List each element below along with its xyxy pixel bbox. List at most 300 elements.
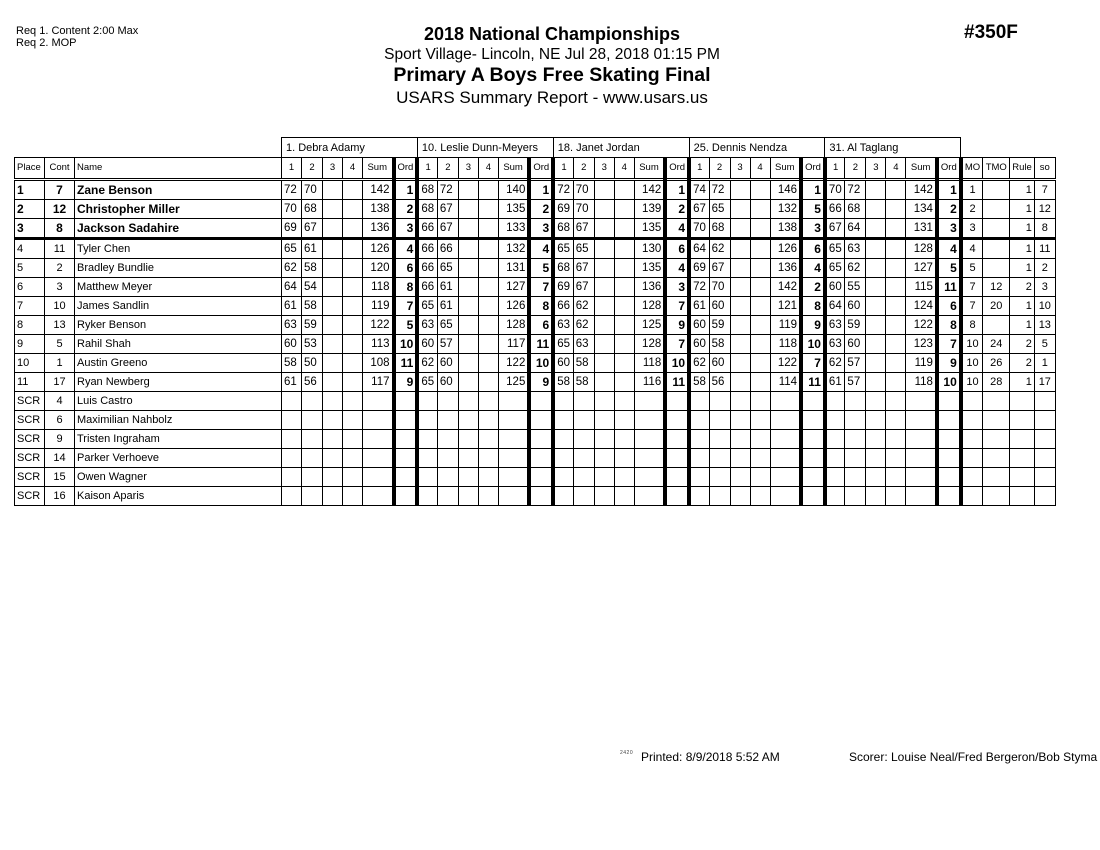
tmo-cell: 24 [983,335,1010,354]
judge-2-sum: 135 [498,200,529,219]
judge-4-sum: 119 [770,316,801,335]
judge-5-score-1: 67 [825,219,845,239]
skater-name: Luis Castro [75,392,282,411]
judge-3-score-2: 63 [573,335,594,354]
rule-cell [1010,411,1035,430]
judge-2-score-2 [437,392,458,411]
judge-5-score-2 [845,487,866,506]
rule-cell: 1 [1010,200,1035,219]
judge-3-sum [634,430,665,449]
mo-cell [961,392,983,411]
mo-cell [961,487,983,506]
judge-5-ordinal: 10 [937,373,961,392]
judge-3-sum: 125 [634,316,665,335]
judge-3-score-3 [594,335,614,354]
place-cell: SCR [15,468,45,487]
judge-2-score-1: 63 [417,316,437,335]
judge-3-score-2: 62 [573,297,594,316]
judge-2-ordinal [529,430,553,449]
judge-5-sum: 128 [906,239,937,259]
column-header-cont: Cont [45,158,75,180]
judge-4-score-1: 70 [689,219,709,239]
judge-2-score-4 [478,487,498,506]
judge-2-score-2: 60 [437,354,458,373]
judge-2-score-2: 72 [437,180,458,200]
judge-4-score-1: 67 [689,200,709,219]
judge-3-score-2 [573,468,594,487]
judge-3-score-3 [594,316,614,335]
judge-5-score-2: 60 [845,297,866,316]
judge-4-ordinal [801,430,825,449]
judge-2-ordinal: 11 [529,335,553,354]
judge-5-ordinal: 5 [937,259,961,278]
judge-1-score-4 [343,392,363,411]
judge-2-score-2: 61 [437,297,458,316]
judge-5-score-4 [886,487,906,506]
judge-3-score-2: 65 [573,239,594,259]
column-header-judge-2-1: 1 [417,158,437,180]
judge-2-score-4 [478,335,498,354]
requirements [16,25,138,49]
judge-2-score-1: 68 [417,200,437,219]
requirement-2: Req 2. MOP [16,37,77,49]
judge-2-score-1: 66 [417,278,437,297]
judge-4-score-4 [750,392,770,411]
tmo-cell [983,411,1010,430]
judge-5-score-2 [845,430,866,449]
judge-4-score-3 [730,354,750,373]
judge-5-name: 31. Al Taglang [825,138,961,158]
judge-3-score-3 [594,180,614,200]
judge-1-ordinal: 1 [394,180,418,200]
report-subtitle: USARS Summary Report - www.usars.us [396,88,708,107]
judge-5-sum [906,411,937,430]
judge-1-score-1: 72 [282,180,302,200]
judge-2-sum [498,487,529,506]
judge-1-ordinal: 3 [394,219,418,239]
judge-3-score-3 [594,392,614,411]
judge-3-score-1 [553,411,573,430]
judge-2-score-4 [478,239,498,259]
cont-cell: 11 [45,239,75,259]
judge-3-score-3 [594,219,614,239]
judge-1-score-4 [343,297,363,316]
judge-5-score-3 [866,278,886,297]
judge-1-score-4 [343,430,363,449]
judge-4-score-3 [730,335,750,354]
judge-3-ordinal: 10 [665,354,689,373]
judge-3-score-3 [594,430,614,449]
skater-name: Zane Benson [75,180,282,200]
judge-1-score-3 [323,468,343,487]
judge-4-score-3 [730,278,750,297]
judge-2-score-3 [458,449,478,468]
judge-5-score-1 [825,487,845,506]
skater-name: Matthew Meyer [75,278,282,297]
judge-5-score-4 [886,335,906,354]
judge-5-score-2: 62 [845,259,866,278]
judge-5-score-1 [825,468,845,487]
judge-5-ordinal: 7 [937,335,961,354]
judge-5-score-4 [886,297,906,316]
skater-row [15,430,1056,449]
judge-1-score-2 [302,487,323,506]
judge-5-score-1: 65 [825,239,845,259]
judge-5-score-4 [886,411,906,430]
judge-3-sum: 128 [634,335,665,354]
judge-5-sum: 123 [906,335,937,354]
judge-3-sum [634,468,665,487]
judge-4-ordinal: 1 [801,180,825,200]
column-header-judge-2-sum: Sum [498,158,529,180]
column-header-tmo: TMO [983,158,1010,180]
judge-1-score-3 [323,278,343,297]
judge-2-sum [498,411,529,430]
judge-4-sum [770,449,801,468]
skater-row [15,392,1056,411]
judge-5-score-2: 63 [845,239,866,259]
judge-5-ordinal [937,487,961,506]
judge-1-score-4 [343,449,363,468]
skater-name: Ryker Benson [75,316,282,335]
judge-5-score-4 [886,373,906,392]
judge-4-score-2: 60 [709,297,730,316]
judge-3-score-2: 70 [573,200,594,219]
judge-3-score-4 [614,200,634,219]
judge-3-sum [634,411,665,430]
judge-2-score-2: 57 [437,335,458,354]
judge-5-score-1 [825,449,845,468]
judge-5-score-2 [845,392,866,411]
judge-1-score-2: 50 [302,354,323,373]
tmo-cell [983,430,1010,449]
rule-cell: 1 [1010,259,1035,278]
judge-4-score-2 [709,430,730,449]
place-cell: SCR [15,430,45,449]
judge-4-score-4 [750,297,770,316]
place-cell: 1 [15,180,45,200]
judge-3-score-4 [614,297,634,316]
mo-cell: 3 [961,219,983,239]
skater-name: Tristen Ingraham [75,430,282,449]
judge-1-score-2 [302,411,323,430]
column-header-judge-5-2: 2 [845,158,866,180]
judge-2-score-3 [458,373,478,392]
place-cell: 6 [15,278,45,297]
judge-3-score-2 [573,430,594,449]
judge-1-sum: 118 [363,278,394,297]
footer-code: 2420 [620,750,634,756]
judge-3-score-1 [553,449,573,468]
cont-cell: 1 [45,354,75,373]
judge-1-score-1 [282,487,302,506]
so-cell: 3 [1034,278,1055,297]
judge-2-score-2: 65 [437,259,458,278]
judge-2-score-4 [478,468,498,487]
judge-1-ordinal [394,468,418,487]
judge-3-score-2: 67 [573,278,594,297]
skater-row [15,259,1056,278]
skater-row [15,487,1056,506]
judge-3-score-4 [614,411,634,430]
so-cell [1034,449,1055,468]
judge-4-score-2: 59 [709,316,730,335]
cont-cell: 9 [45,430,75,449]
judge-3-ordinal: 2 [665,200,689,219]
judge-5-ordinal [937,430,961,449]
judge-4-ordinal: 4 [801,259,825,278]
venue-datetime: Sport Village- Lincoln, NE Jul 28, 2018 01:15 PM [384,46,720,63]
judge-3-score-2: 58 [573,354,594,373]
skater-row [15,468,1056,487]
judge-1-score-4 [343,335,363,354]
so-cell: 13 [1034,316,1055,335]
cont-cell: 7 [45,180,75,200]
judge-5-score-2: 68 [845,200,866,219]
judge-5-ordinal: 11 [937,278,961,297]
judge-2-ordinal: 9 [529,373,553,392]
judge-3-score-3 [594,354,614,373]
rule-cell [1010,392,1035,411]
tmo-cell: 28 [983,373,1010,392]
judge-2-score-2: 65 [437,316,458,335]
judge-4-score-4 [750,316,770,335]
rule-cell: 2 [1010,278,1035,297]
judge-3-score-1 [553,468,573,487]
skater-row [15,354,1056,373]
column-header-name: Name [75,158,282,180]
judge-3-score-1 [553,430,573,449]
judge-2-ordinal: 5 [529,259,553,278]
judge-3-ordinal: 3 [665,278,689,297]
judge-3-score-4 [614,239,634,259]
judge-3-score-2: 58 [573,373,594,392]
judge-4-score-3 [730,392,750,411]
judge-1-sum [363,468,394,487]
judge-5-score-2: 55 [845,278,866,297]
column-header-judge-4-sum: Sum [770,158,801,180]
judge-2-name: 10. Leslie Dunn-Meyers [417,138,553,158]
mo-cell: 1 [961,180,983,200]
judge-2-ordinal: 8 [529,297,553,316]
judge-1-score-1 [282,449,302,468]
judge-2-sum: 117 [498,335,529,354]
judge-1-score-4 [343,411,363,430]
judge-4-score-1 [689,468,709,487]
judge-1-score-4 [343,219,363,239]
judge-5-score-4 [886,278,906,297]
so-cell: 7 [1034,180,1055,200]
judge-1-ordinal: 6 [394,259,418,278]
judge-1-ordinal: 4 [394,239,418,259]
judge-1-score-4 [343,487,363,506]
judge-4-score-2 [709,487,730,506]
cont-cell: 5 [45,335,75,354]
judge-1-sum: 126 [363,239,394,259]
rule-cell: 1 [1010,316,1035,335]
rule-cell: 1 [1010,219,1035,239]
judge-2-score-2: 60 [437,373,458,392]
judge-5-sum [906,468,937,487]
judge-3-score-4 [614,373,634,392]
judge-2-ordinal: 4 [529,239,553,259]
judge-2-score-2 [437,430,458,449]
judge-1-score-4 [343,278,363,297]
results-table [14,137,1056,506]
judge-5-score-3 [866,411,886,430]
skater-row [15,239,1056,259]
column-header-judge-4-1: 1 [689,158,709,180]
judge-2-score-3 [458,335,478,354]
judge-5-score-4 [886,449,906,468]
judge-3-sum: 142 [634,180,665,200]
so-cell [1034,430,1055,449]
judge-4-score-3 [730,316,750,335]
cont-cell: 13 [45,316,75,335]
judge-2-sum [498,392,529,411]
judge-2-ordinal: 1 [529,180,553,200]
judge-1-score-2: 59 [302,316,323,335]
judge-5-score-3 [866,200,886,219]
place-cell: SCR [15,487,45,506]
judge-1-sum: 119 [363,297,394,316]
judge-1-sum: 117 [363,373,394,392]
judge-4-score-3 [730,297,750,316]
column-header-judge-5-4: 4 [886,158,906,180]
judge-3-ordinal: 4 [665,219,689,239]
column-header-judge-1-1: 1 [282,158,302,180]
rule-cell: 1 [1010,239,1035,259]
judge-1-score-4 [343,259,363,278]
judge-2-score-3 [458,487,478,506]
judge-5-score-3 [866,180,886,200]
tmo-cell [983,449,1010,468]
judge-4-score-1: 60 [689,335,709,354]
judge-1-score-3 [323,373,343,392]
judge-2-score-1: 65 [417,373,437,392]
judge-4-sum: 126 [770,239,801,259]
judge-1-sum [363,449,394,468]
judge-4-ordinal: 5 [801,200,825,219]
judge-5-score-4 [886,468,906,487]
judge-1-sum [363,430,394,449]
judge-3-ordinal: 9 [665,316,689,335]
judge-3-sum [634,487,665,506]
skater-row [15,219,1056,239]
judge-1-score-3 [323,259,343,278]
tmo-cell [983,316,1010,335]
judge-4-score-3 [730,239,750,259]
judge-1-sum: 113 [363,335,394,354]
column-header-judge-2-2: 2 [437,158,458,180]
judge-1-ordinal: 8 [394,278,418,297]
judges-header-row [15,138,1056,158]
judge-3-score-1: 63 [553,316,573,335]
judge-2-score-4 [478,430,498,449]
judge-4-ordinal: 11 [801,373,825,392]
judge-2-score-1: 66 [417,259,437,278]
judge-3-score-4 [614,392,634,411]
judge-5-score-4 [886,392,906,411]
judge-4-score-3 [730,449,750,468]
judge-1-name: 1. Debra Adamy [282,138,418,158]
judge-3-score-2: 67 [573,219,594,239]
competition-title: 2018 National Championships [423,24,681,44]
judge-4-score-2: 60 [709,354,730,373]
judge-1-score-1: 65 [282,239,302,259]
place-cell: 11 [15,373,45,392]
judge-2-score-4 [478,449,498,468]
column-header-so: so [1034,158,1055,180]
judge-2-score-3 [458,316,478,335]
judge-2-ordinal: 3 [529,219,553,239]
cont-cell: 10 [45,297,75,316]
mo-cell: 5 [961,259,983,278]
judge-4-score-2: 65 [709,200,730,219]
skater-name: Rahil Shah [75,335,282,354]
judge-1-score-3 [323,239,343,259]
skater-name: Bradley Bundlie [75,259,282,278]
judge-4-score-1: 58 [689,373,709,392]
judge-1-score-3 [323,335,343,354]
mo-cell [961,468,983,487]
skater-row [15,316,1056,335]
judge-1-score-1: 61 [282,373,302,392]
judge-5-score-3 [866,316,886,335]
judge-5-score-2 [845,449,866,468]
judge-1-sum [363,392,394,411]
mo-cell: 10 [961,354,983,373]
judge-4-score-2 [709,468,730,487]
judge-2-score-2 [437,449,458,468]
skater-row [15,278,1056,297]
judge-3-ordinal: 4 [665,259,689,278]
tmo-cell [983,487,1010,506]
judge-1-score-2: 67 [302,219,323,239]
judge-4-score-1 [689,487,709,506]
report-header [300,24,804,108]
cont-cell: 2 [45,259,75,278]
column-header-judge-3-3: 3 [594,158,614,180]
judge-2-score-1: 60 [417,335,437,354]
judge-2-score-3 [458,259,478,278]
judge-1-score-2 [302,449,323,468]
judge-3-sum: 118 [634,354,665,373]
judge-4-score-3 [730,430,750,449]
judge-3-ordinal: 7 [665,297,689,316]
judge-4-score-1: 69 [689,259,709,278]
so-cell: 5 [1034,335,1055,354]
judge-2-score-1 [417,487,437,506]
judge-4-ordinal [801,411,825,430]
judge-1-score-1: 69 [282,219,302,239]
judge-4-score-4 [750,373,770,392]
judge-1-score-1: 64 [282,278,302,297]
cont-cell: 4 [45,392,75,411]
judge-2-score-1 [417,392,437,411]
column-header-judge-1-3: 3 [323,158,343,180]
judge-2-score-1 [417,411,437,430]
mo-cell: 4 [961,239,983,259]
judge-4-sum [770,487,801,506]
skater-name: Ryan Newberg [75,373,282,392]
judge-4-score-2: 70 [709,278,730,297]
judge-5-score-1: 62 [825,354,845,373]
judge-3-score-3 [594,297,614,316]
judge-1-score-3 [323,200,343,219]
judge-1-ordinal [394,449,418,468]
judge-5-score-4 [886,354,906,373]
